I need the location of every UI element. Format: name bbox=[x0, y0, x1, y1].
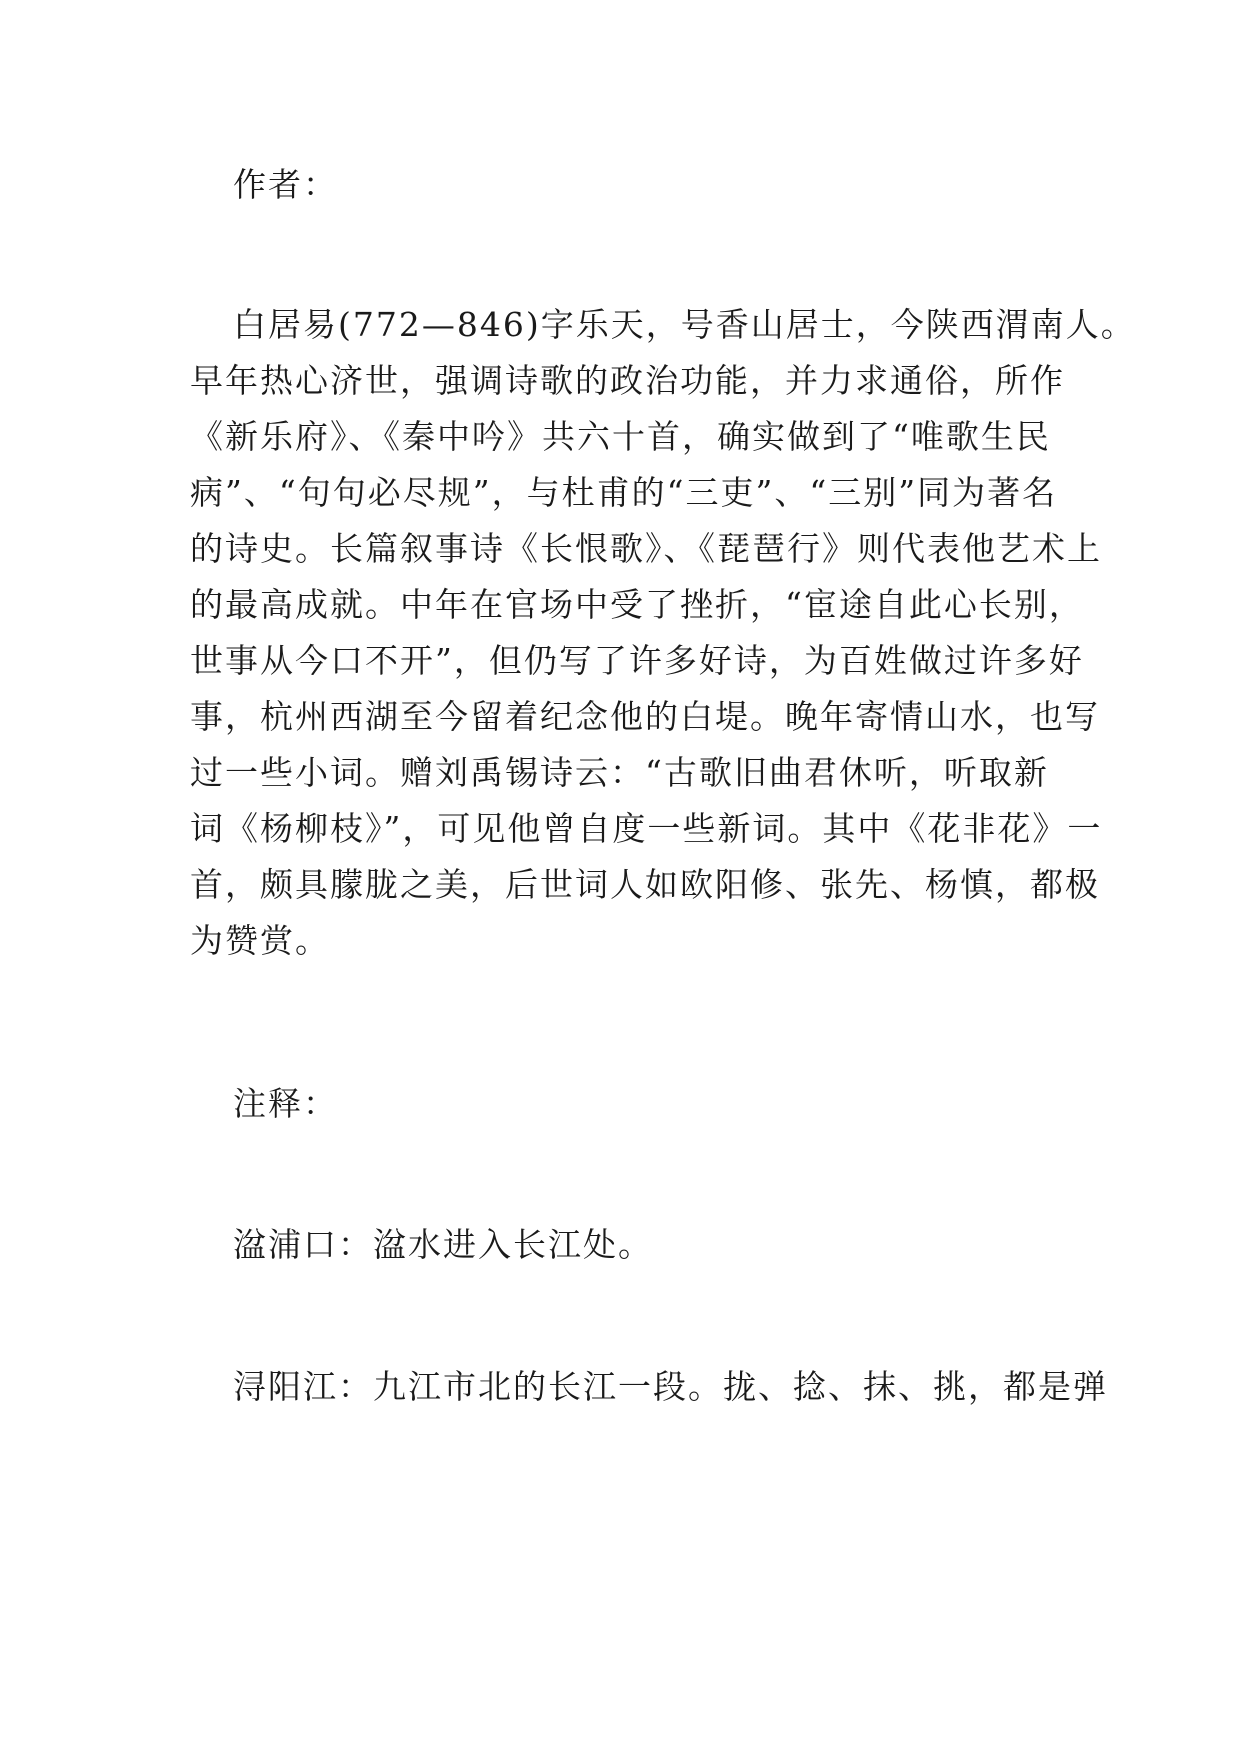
author-line: 《新乐府》、《秦中吟》共六十首，确实做到了“唯歌生民 bbox=[190, 417, 1051, 456]
author-line: 的最高成就。中年在官场中受了挫折，“宦途自此心长别， bbox=[190, 585, 1084, 624]
author-line: 白居易(772—846)字乐天，号香山居士，今陕西渭南人。 bbox=[233, 305, 1136, 344]
note-penpukou: 湓浦口：湓水进入长江处。 bbox=[233, 1225, 653, 1264]
author-line: 词《杨柳枝》”，可见他曾自度一些新词。其中《花非花》一 bbox=[190, 809, 1103, 848]
author-line: 事，杭州西湖至今留着纪念他的白堤。晚年寄情山水，也写 bbox=[190, 697, 1100, 736]
author-line: 世事从今口不开”，但仍写了许多好诗，为百姓做过许多好 bbox=[190, 641, 1084, 680]
author-line: 为赞赏。 bbox=[190, 921, 330, 960]
notes-heading: 注释： bbox=[233, 1084, 338, 1123]
author-line: 首，颇具朦胧之美，后世词人如欧阳修、张先、杨慎，都极 bbox=[190, 865, 1100, 904]
author-line: 的诗史。长篇叙事诗《长恨歌》、《琵琶行》则代表他艺术上 bbox=[190, 529, 1102, 568]
note-xunyangjiang: 浔阳江：九江市北的长江一段。拢、捻、抹、挑，都是弹 bbox=[233, 1367, 1108, 1406]
author-line: 早年热心济世，强调诗歌的政治功能，并力求通俗，所作 bbox=[190, 361, 1065, 400]
author-heading: 作者： bbox=[233, 165, 338, 204]
author-line: 病”、“句句必尽规”，与杜甫的“三吏”、“三别”同为著名 bbox=[190, 473, 1058, 512]
author-line: 过一些小词。赠刘禹锡诗云：“古歌旧曲君休听，听取新 bbox=[190, 753, 1049, 792]
